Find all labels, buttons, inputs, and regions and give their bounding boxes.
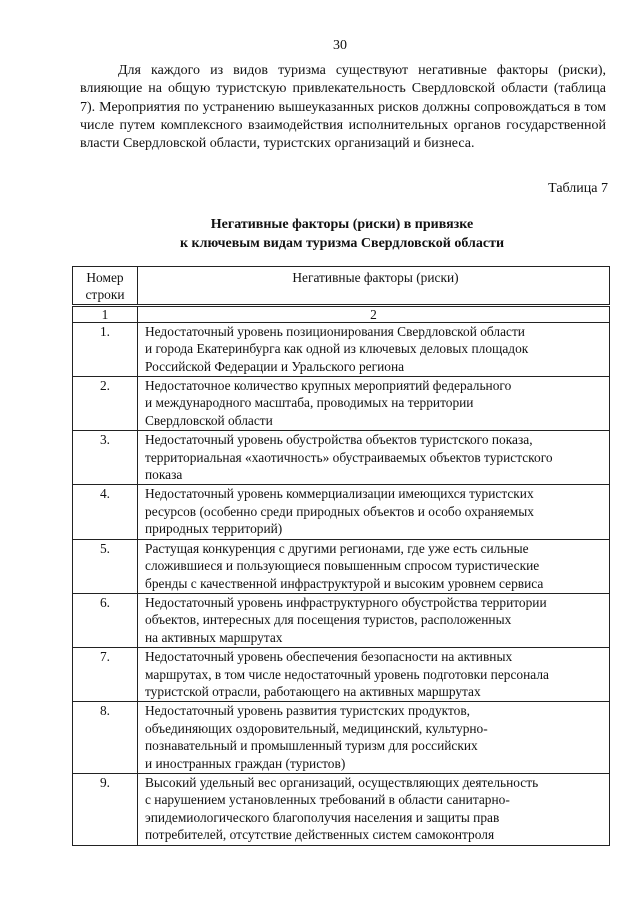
table-row <box>73 431 610 485</box>
risk-factors-table <box>72 266 610 846</box>
table-row <box>73 648 610 702</box>
row-number: 5. <box>73 539 138 593</box>
risk-factor-text: Недостаточное количество крупных мероприятий федерального и международного масштаба, проводимых на территории Свердловской области <box>145 378 512 428</box>
risk-factor-text: Высокий удельный вес организаций, осуществляющих деятельность с нарушением установленных требований в области санитарно- эпидемиологического благополучия населения и защиты прав потребителей, отсутствие действенных систем самоконтроля <box>145 774 539 843</box>
risk-factor-cell <box>138 702 610 774</box>
table-row <box>73 539 610 593</box>
risk-factor-cell <box>138 322 610 376</box>
risk-factor-cell <box>138 377 610 431</box>
row-number: 2. <box>73 377 138 431</box>
column-number-1: 1 <box>73 305 138 322</box>
page-number: 30 <box>333 38 347 53</box>
table-row <box>73 773 610 845</box>
header-row-number <box>73 267 138 306</box>
column-number-2: 2 <box>138 305 610 322</box>
row-number: 6. <box>73 593 138 647</box>
risk-factor-cell <box>138 485 610 539</box>
row-number: 9. <box>73 773 138 845</box>
column-number-row <box>73 305 610 322</box>
table-row <box>73 702 610 774</box>
table-title-line-1: Негативные факторы (риски) в привязке <box>210 217 474 232</box>
table-title-line-2: к ключевым видам туризма Свердловской области <box>179 235 505 251</box>
table-body <box>73 322 610 845</box>
risk-factor-cell <box>138 773 610 845</box>
risk-factor-cell <box>138 648 610 702</box>
risk-factor-text: Недостаточный уровень позиционирования Свердловской области и города Екатеринбурга как одной из ключевых деловых площадок Российской Федерации и Уральского региона <box>145 323 529 374</box>
risk-factor-text: Недостаточный уровень коммерциализации имеющихся туристских ресурсов (особенно среди природных объектов и особо охраняемых природных территорий) <box>145 486 534 537</box>
risk-factor-text: Недостаточный уровень инфраструктурного обустройства территории объектов, интересных для посещения туристов, расположенных на активных маршрутах <box>145 594 547 645</box>
table-title <box>72 216 612 253</box>
risk-factor-cell <box>138 431 610 485</box>
header-risk-factors: Негативные факторы (риски) <box>138 267 610 306</box>
table-row <box>73 377 610 431</box>
risk-factor-text: Недостаточный уровень обустройства объектов туристского показа, территориальная «хаотичность» обустраиваемых объектов туристского показа <box>145 432 553 483</box>
row-number: 8. <box>73 702 138 774</box>
row-number: 7. <box>73 648 138 702</box>
row-number: 3. <box>73 431 138 485</box>
risk-factor-text: Растущая конкуренция с другими регионами, где уже есть сильные сложившиеся и пользующиеся повышенным спросом туристические бренды с качественной инфраструктурой и высоким уровнем сервиса <box>145 540 544 591</box>
risk-factor-text: Недостаточный уровень развития туристских продуктов, объединяющих оздоровительный, медицинский, культурно- познавательный и промышленный туризм для российских и иностранных граждан (туристов) <box>145 703 488 771</box>
row-number: 1. <box>73 322 138 376</box>
table-row <box>73 485 610 539</box>
intro-paragraph: Для каждого из видов туризма существуют негативные факторы (риски), влияющие на общую туристскую привлекательность Свердловской области (таблица 7). Мероприятия по устранению вышеуказанных рисков должны сопровождаться в том числе путем комплексного взаимодействия исполнительных органов государственной власти Свердловской области, туристских организаций и бизнеса. <box>80 63 606 152</box>
table-row <box>73 593 610 647</box>
table-row <box>73 322 610 376</box>
table-caption: Таблица 7 <box>548 181 608 196</box>
risk-factor-cell <box>138 593 610 647</box>
row-number: 4. <box>73 485 138 539</box>
risk-factor-text: Недостаточный уровень обеспечения безопасности на активных маршрутах, в том числе недостаточный уровень подготовки персонала туристской отрасли, работающего на активных маршрутах <box>145 649 549 699</box>
risk-factor-cell <box>138 539 610 593</box>
header-row-number-label: Номер строки <box>85 270 125 303</box>
table-header-row <box>73 267 610 306</box>
